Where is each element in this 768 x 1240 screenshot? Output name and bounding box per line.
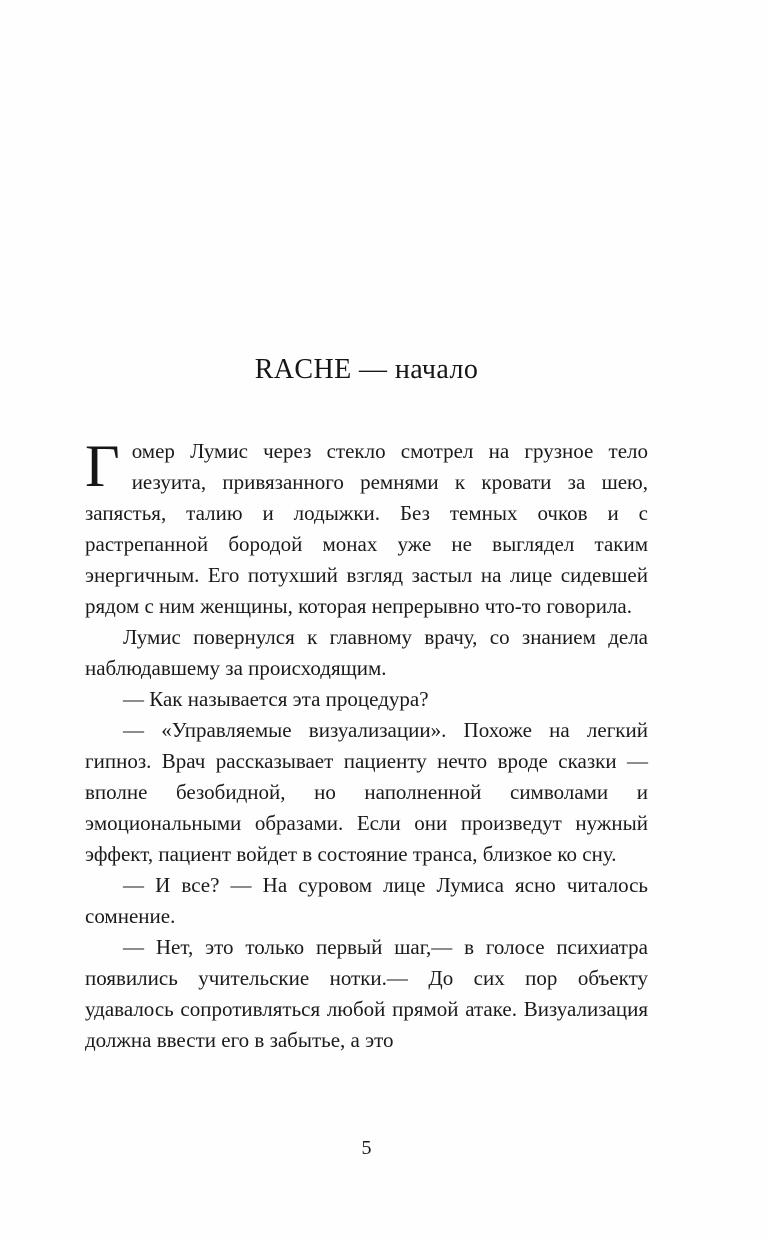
page-content — [85, 0, 648, 1056]
page-number: 5 — [361, 1137, 372, 1159]
dropcap-letter: Г — [85, 433, 120, 499]
chapter-title: RACHE — начало — [254, 354, 479, 385]
paragraph: Лумис повернулся к главному врачу, со знанием дела наблюдавшему за происходящим. — [85, 625, 648, 680]
paragraph: — И все? — На суровом лице Лумиса ясно читалось сомнение. — [85, 873, 648, 928]
paragraph: — «Управляемые визуализации». Похоже на легкий гипноз. Врач рассказывает пациенту нечто вроде сказки — вполне безобидной, но наполненной символами и эмоциональными образами. Если они произведут нужный эффект, пациент войдет в состояние транса, близкое ко сну. — [85, 718, 648, 866]
paragraph — [85, 433, 648, 622]
paragraph-text: омер Лумис через стекло смотрел на грузное тело иезуита, привязанного ремнями к кровати за шею, запястья, талию и лодыжки. Без темных очков и с растрепанной бородой монах уже не выглядел таким энергичным. Его потухший взгляд застыл на лице сидевшей рядом с ним женщины, которая непрерывно что-то говорила. — [85, 439, 648, 618]
paragraph: — Нет, это только первый шаг,— в голосе психиатра появились учительские нотки.— До сих пор объекту удавалось сопротивляться любой прямой атаке. Визуализация должна ввести его в забытье, а это — [85, 935, 648, 1052]
chapter-body — [85, 433, 648, 1056]
paragraph: — Как называется эта процедура? — [123, 687, 429, 711]
